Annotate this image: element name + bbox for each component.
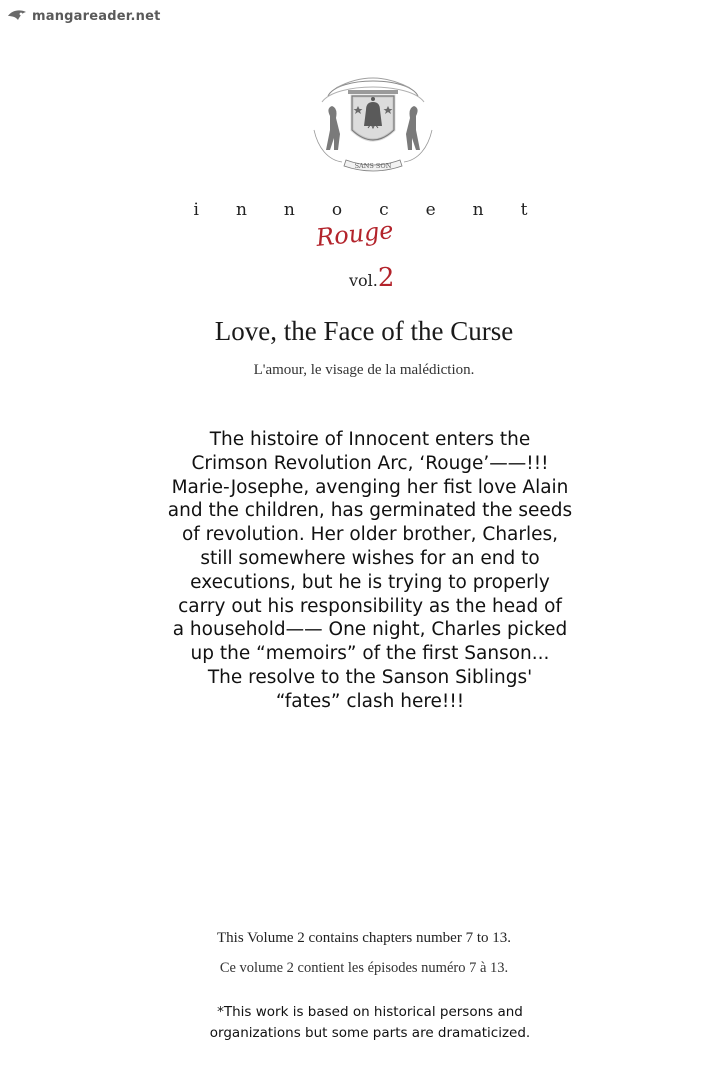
sanson-family-crest (308, 68, 438, 180)
mangareader-logo-icon (6, 8, 28, 24)
contents-note-english: This Volume 2 contains chapters number 7 to 13. (217, 930, 511, 946)
svg-text:SANS SON: SANS SON (354, 162, 392, 170)
watermark-text: mangareader.net (32, 8, 161, 24)
synopsis-line: still somewhere wishes for an end to (200, 547, 540, 569)
synopsis-line: Marie-Josephe, avenging her fist love Alain (171, 476, 569, 498)
series-subtitle: Rouge (314, 216, 395, 252)
disclaimer-line: organizations but some parts are dramaticized. (209, 1025, 531, 1041)
volume-prefix: vol. (349, 271, 378, 290)
disclaimer (170, 1002, 570, 1044)
synopsis-line: “fates” clash here!!! (275, 690, 465, 712)
series-name: innocent (193, 200, 565, 220)
volume-number: 2 (377, 263, 395, 293)
page-subtitle-french: L'amour, le visage de la malédiction. (253, 362, 475, 378)
page-title: Love, the Face of the Curse (214, 316, 514, 346)
synopsis-line: and the children, has germinated the seeds (167, 500, 573, 522)
synopsis-line: carry out his responsibility as the head of (178, 595, 562, 617)
contents-note-french: Ce volume 2 contient les épisodes numéro 7 à 13. (219, 960, 509, 976)
watermark (6, 8, 161, 24)
volume-label (349, 263, 394, 293)
synopsis (120, 428, 620, 714)
synopsis-line: Crimson Revolution Arc, ‘Rouge’——!!! (191, 452, 549, 474)
synopsis-line: executions, but he is trying to properly (190, 571, 550, 593)
synopsis-line: of revolution. Her older brother, Charles, (181, 524, 559, 546)
synopsis-line: The resolve to the Sanson Siblings' (207, 666, 533, 688)
synopsis-line: up the “memoirs” of the first Sanson... (190, 643, 550, 665)
disclaimer-line: *This work is based on historical persons and (217, 1004, 523, 1020)
synopsis-line: a household—— One night, Charles picked (172, 619, 568, 641)
synopsis-line: The histoire of Innocent enters the (209, 429, 531, 450)
